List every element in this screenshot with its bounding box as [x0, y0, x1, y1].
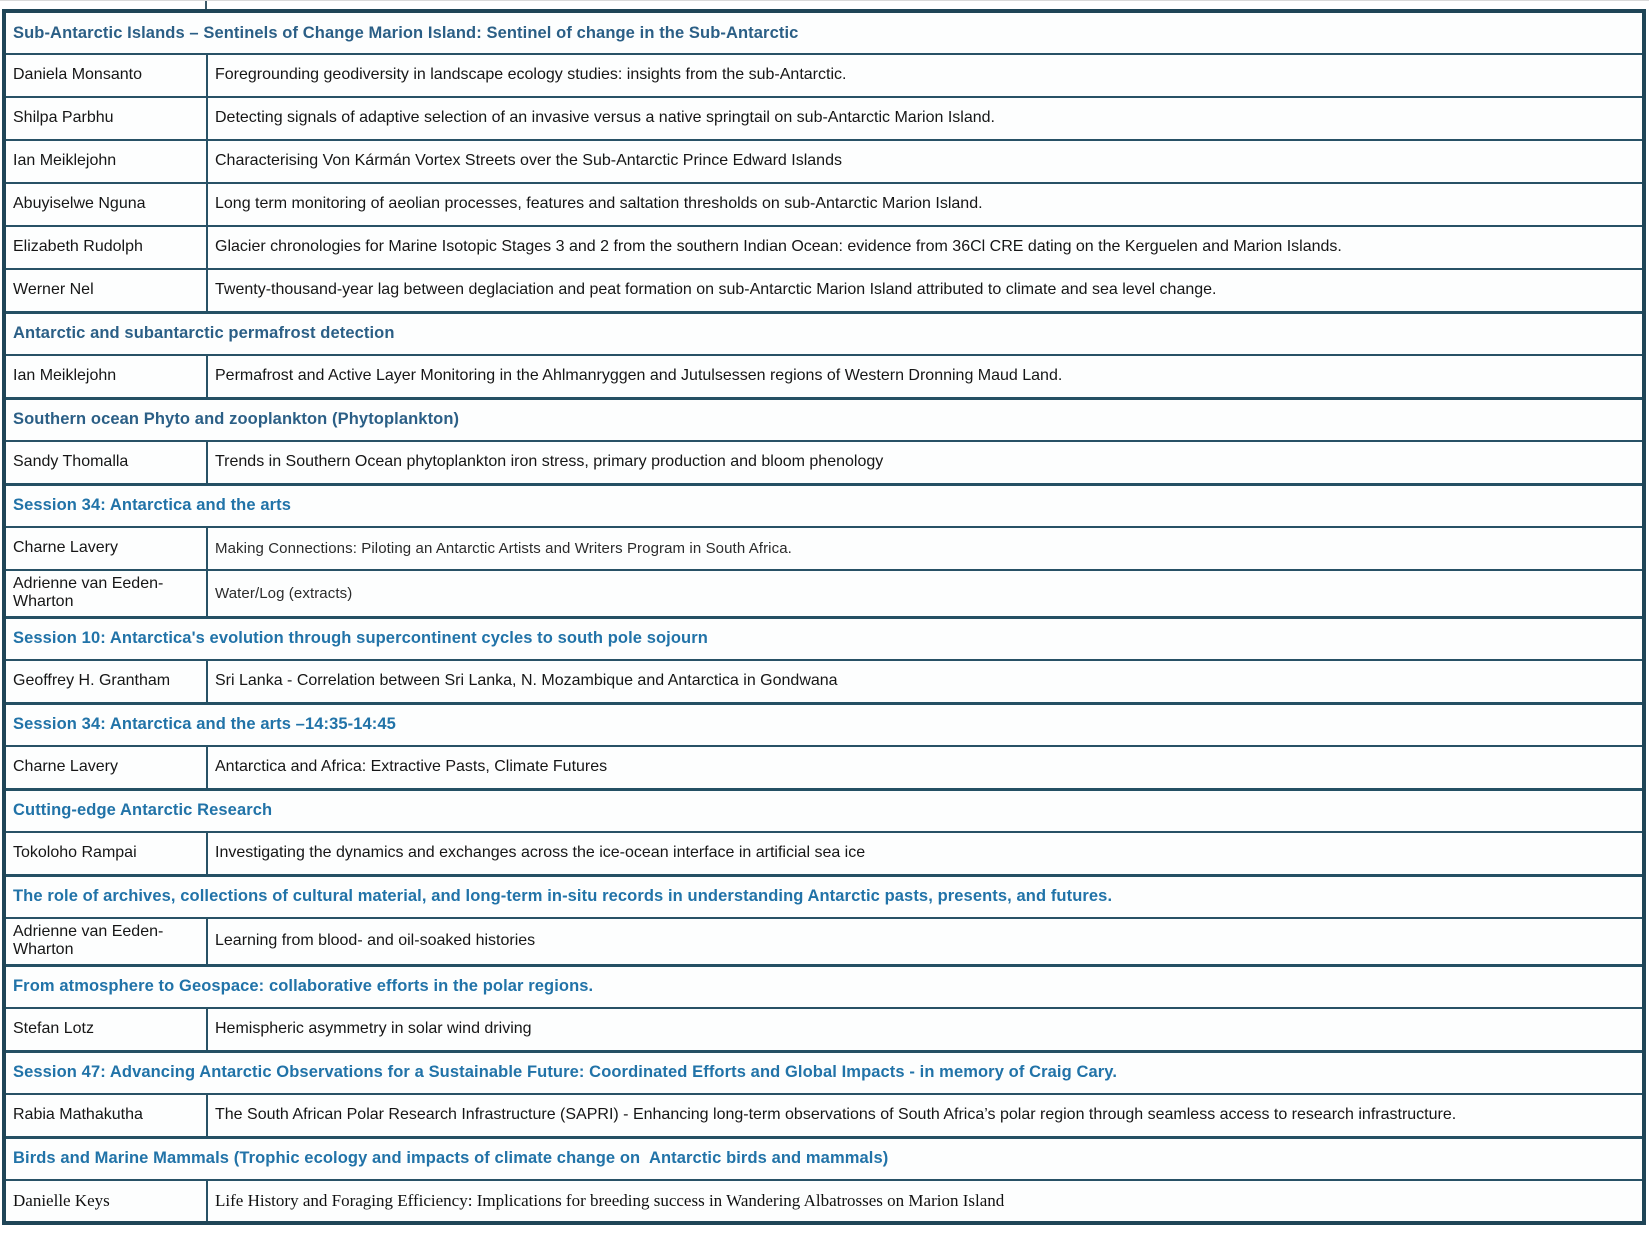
presentation-title: Detecting signals of adaptive selection of an invasive versus a native springtail on sub-Antarctic Marion Island.	[207, 97, 1644, 140]
section-header-row	[4, 1051, 1644, 1094]
section-header-row	[4, 789, 1644, 832]
presentation-row	[4, 918, 1644, 965]
presenter-name: Abuyiselwe Nguna	[4, 183, 207, 226]
section-header-cell	[4, 312, 1644, 355]
presentation-row	[4, 746, 1644, 789]
presentation-title: Life History and Foraging Efficiency: Implications for breeding success in Wandering Albatrosses on Marion Island	[207, 1180, 1644, 1223]
presentation-row	[4, 1008, 1644, 1051]
section-header-cell	[4, 484, 1644, 527]
section-header-cell	[4, 703, 1644, 746]
presentation-row	[4, 1094, 1644, 1137]
section-header-cell	[4, 875, 1644, 918]
presentation-title: Water/Log (extracts)	[207, 570, 1644, 617]
presenter-name: Tokoloho Rampai	[4, 832, 207, 875]
section-header-cell	[4, 617, 1644, 660]
presentation-title: Glacier chronologies for Marine Isotopic Stages 3 and 2 from the southern Indian Ocean: evidence from 36Cl CRE dating on the Kerguelen and Marion Islands.	[207, 226, 1644, 269]
section-header-row	[4, 484, 1644, 527]
section-header-row	[4, 312, 1644, 355]
section-header-text: Session 34: Antarctica and the arts	[13, 496, 291, 515]
section-header-row	[4, 875, 1644, 918]
section-header-cell	[4, 1137, 1644, 1180]
presentation-title: Twenty-thousand-year lag between deglaciation and peat formation on sub-Antarctic Marion Island attributed to climate and sea level change.	[207, 269, 1644, 312]
presentation-row	[4, 570, 1644, 617]
section-header-text: From atmosphere to Geospace: collaborative efforts in the polar regions.	[13, 977, 594, 996]
section-header-text: Sub-Antarctic Islands – Sentinels of Change Marion Island: Sentinel of change in the Sub-Antarctic	[13, 23, 799, 42]
presentation-title: Learning from blood- and oil-soaked histories	[207, 918, 1644, 965]
section-header-text: Session 34: Antarctica and the arts –14:35-14:45	[13, 715, 396, 734]
presentation-row	[4, 97, 1644, 140]
presenter-name: Adrienne van Eeden-Wharton	[4, 918, 207, 965]
presenter-name: Stefan Lotz	[4, 1008, 207, 1051]
presenter-name: Sandy Thomalla	[4, 441, 207, 484]
presenter-name: Shilpa Parbhu	[4, 97, 207, 140]
presentation-row	[4, 527, 1644, 570]
section-header-row	[4, 398, 1644, 441]
presentation-row	[4, 1180, 1644, 1223]
section-header-text: Southern ocean Phyto and zooplankton (Phytoplankton)	[13, 410, 460, 429]
presentation-row	[4, 660, 1644, 703]
section-header-row	[4, 1137, 1644, 1180]
presenter-name: Werner Nel	[4, 269, 207, 312]
section-header-cell	[4, 1051, 1644, 1094]
presenter-name: Danielle Keys	[4, 1180, 207, 1223]
section-header-text: Antarctic and subantarctic permafrost detection	[13, 324, 395, 343]
section-header-row	[4, 703, 1644, 746]
presentation-row	[4, 226, 1644, 269]
conference-program-table	[2, 9, 1646, 1225]
presenter-name: Geoffrey H. Grantham	[4, 660, 207, 703]
presenter-name: Charne Lavery	[4, 746, 207, 789]
presentation-title: The South African Polar Research Infrastructure (SAPRI) - Enhancing long-term observations of South Africa’s polar region through seamless access to research infrastructure.	[207, 1094, 1644, 1137]
section-header-cell	[4, 11, 1644, 54]
presentation-title: Sri Lanka - Correlation between Sri Lanka, N. Mozambique and Antarctica in Gondwana	[207, 660, 1644, 703]
presenter-name: Daniela Monsanto	[4, 54, 207, 97]
presentation-title: Investigating the dynamics and exchanges across the ice-ocean interface in artificial sea ice	[207, 832, 1644, 875]
presentation-row	[4, 832, 1644, 875]
presenter-name: Elizabeth Rudolph	[4, 226, 207, 269]
presentation-title: Trends in Southern Ocean phytoplankton iron stress, primary production and bloom phenology	[207, 441, 1644, 484]
presentation-title: Foregrounding geodiversity in landscape ecology studies: insights from the sub-Antarctic.	[207, 54, 1644, 97]
section-header-row	[4, 965, 1644, 1008]
presentation-title: Permafrost and Active Layer Monitoring in the Ahlmanryggen and Jutulsessen regions of Western Dronning Maud Land.	[207, 355, 1644, 398]
section-header-row	[4, 617, 1644, 660]
section-header-text: Session 10: Antarctica's evolution through supercontinent cycles to south pole sojourn	[13, 629, 708, 648]
presenter-name: Adrienne van Eeden-Wharton	[4, 570, 207, 617]
presentation-title: Making Connections: Piloting an Antarctic Artists and Writers Program in South Africa.	[207, 527, 1644, 570]
section-header-text: Cutting-edge Antarctic Research	[13, 801, 273, 820]
presentation-title: Antarctica and Africa: Extractive Pasts, Climate Futures	[207, 746, 1644, 789]
presentation-row	[4, 441, 1644, 484]
presentation-row	[4, 54, 1644, 97]
presentation-row	[4, 183, 1644, 226]
section-header-cell	[4, 965, 1644, 1008]
presenter-name: Ian Meiklejohn	[4, 355, 207, 398]
presentation-title: Characterising Von Kármán Vortex Streets over the Sub-Antarctic Prince Edward Islands	[207, 140, 1644, 183]
section-header-text: Birds and Marine Mammals (Trophic ecology and impacts of climate change on Antarctic birds and mammals)	[13, 1149, 889, 1168]
section-header-row	[4, 11, 1644, 54]
presentation-row	[4, 269, 1644, 312]
presenter-name: Ian Meiklejohn	[4, 140, 207, 183]
presenter-name: Charne Lavery	[4, 527, 207, 570]
presentation-title: Long term monitoring of aeolian processes, features and saltation thresholds on sub-Antarctic Marion Island.	[207, 183, 1644, 226]
presentation-row	[4, 355, 1644, 398]
section-header-cell	[4, 789, 1644, 832]
program-table-body	[4, 11, 1644, 1223]
presenter-name: Rabia Mathakutha	[4, 1094, 207, 1137]
section-header-cell	[4, 398, 1644, 441]
presentation-title: Hemispheric asymmetry in solar wind driving	[207, 1008, 1644, 1051]
section-header-text: Session 47: Advancing Antarctic Observations for a Sustainable Future: Coordinated Efforts and Global Impacts - in memory of Craig Cary.	[13, 1063, 1118, 1082]
section-header-text: The role of archives, collections of cultural material, and long-term in-situ records in understanding Antarctic pasts, presents, and futures.	[13, 887, 1113, 906]
presentation-row	[4, 140, 1644, 183]
